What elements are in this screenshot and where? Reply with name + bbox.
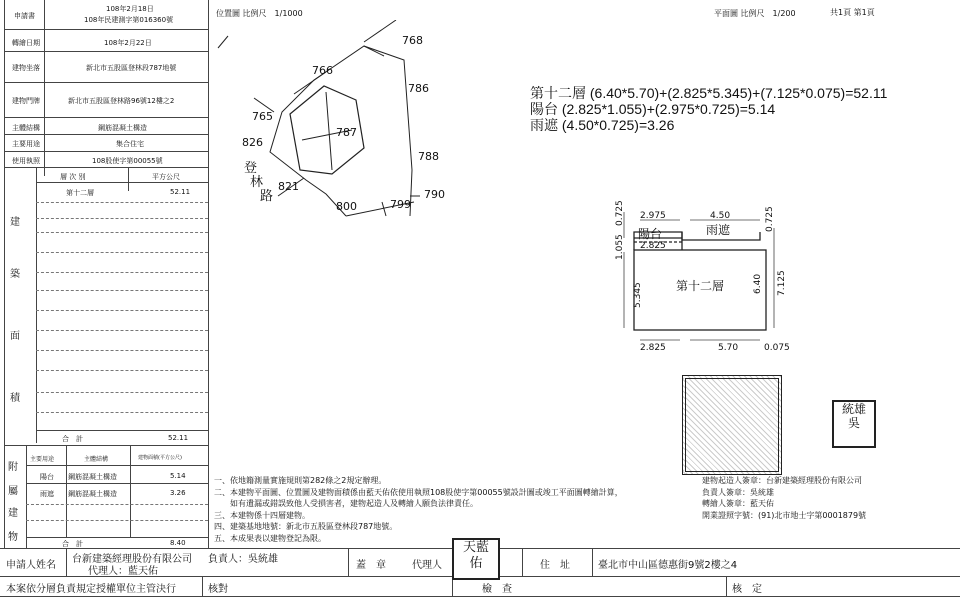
label-column-divider [44,0,45,176]
note-line: 如有遺漏或錯誤致他人受損害者，建物起造人及轉繪人願負法律責任。 [214,499,478,508]
agent-seal-stamp [452,538,500,580]
row-label-address: 建物門牌 [12,97,40,105]
building-address: 新北市五股區登林路96號12樓之2 [68,97,175,105]
attached-side-char: 屬 [8,486,18,497]
road-name-char: 路 [260,189,274,204]
parcel-number: 766 [312,64,333,77]
signer-line: 開業證照字號：(91)北市地士字第0001879號 [702,511,867,520]
parcel-number: 790 [424,188,445,201]
row-label-permit: 使用執照 [12,157,40,165]
seal-char: 吳 [847,416,860,430]
attached-total-value: 8.40 [170,539,186,547]
dim-bottom-a: 2.825 [640,343,666,353]
dim-mid-horizontal: 2.825 [640,241,666,251]
road-name-char: 林 [250,175,264,190]
location-map-scale: 位置圖 比例尺 1/1000 [216,9,303,18]
applicant-owner: 負責人：吳統雄 [208,554,278,565]
area-header-floor: 層 次 別 [60,173,86,181]
note-line: 五、本成果表以建物登記為限。 [214,534,326,543]
attached-row-use: 雨遮 [40,490,54,498]
dim-right-a: 6.40 [753,273,763,294]
agent-label: 代理人 [412,560,442,571]
seal-char: 佑 [469,556,483,571]
seal-label: 蓋 章 [356,560,386,571]
formula-canopy: 雨遮 (4.50*0.725)=3.26 [530,117,675,133]
room-main: 第十二層 [676,279,725,293]
attached-row-area: 5.14 [170,472,186,480]
row-label-structure: 主體結構 [12,124,40,132]
check-label: 檢 查 [482,584,512,595]
dim-bottom-c: 0.075 [764,343,790,353]
application-number: 108年民建測字第016360號 [84,16,174,24]
parcel-number: 765 [252,110,273,123]
side-label-char: 築 [10,269,20,280]
main-use: 集合住宅 [116,140,144,148]
floor-row-name: 第十二層 [66,189,94,197]
seal-char: 天 [462,540,476,555]
note-line: 三、本建物係十四層建物。 [214,511,310,520]
floor-plan-scale: 平面圖 比例尺 1/200 [714,9,796,18]
parcel-number: 799 [390,198,411,211]
formula-main: 第十二層 (6.40*5.70)+(2.825*5.345)+(7.125*0.075)=52.11 [530,85,888,101]
building-location: 新北市五股區登林段787地號 [86,64,177,72]
formula-balcony: 陽台 (2.825*1.055)+(2.975*0.725)=5.14 [530,101,776,117]
row-label-transfer-date: 轉繪日期 [12,39,40,47]
attached-header-use: 主要用途 [30,456,55,463]
dim-bottom-b: 5.70 [718,343,739,353]
page-count: 共1頁 第1頁 [830,8,875,17]
signer-line: 建物起造人簽章：台新建築經理股份有限公司 [702,476,862,485]
attached-row-area: 3.26 [170,489,186,497]
dim-left-top: 0.725 [615,200,625,226]
main-structure: 鋼筋混凝土構造 [98,124,147,132]
attached-side-char: 附 [8,462,18,473]
attached-header-area: 建物面積(平方公尺) [138,455,182,461]
dim-top-left: 2.975 [640,211,666,221]
dim-right-b: 7.125 [777,270,787,296]
note-line: 一、依地籍測量實施規則第282條之2規定辦理。 [214,476,387,485]
attached-side-char: 建 [8,508,18,519]
note-line: 二、本建物平面圖、位置圖及建物面積係由藍天佑依使用執照108股使字第00055號設計圖或竣工平面圖轉繪計算， [214,488,623,497]
transfer-date: 108年2月22日 [104,39,152,47]
attached-row-structure: 鋼筋混凝土構造 [68,490,117,498]
location-map [214,20,464,220]
seal-char: 統 [841,402,854,416]
signer-line: 負責人簽章：吳統雄 [702,488,774,497]
attached-row-use: 陽台 [40,473,54,481]
row-label-location: 建物坐落 [12,64,40,72]
parcel-number: 787 [336,126,357,139]
applicant-label: 申請人姓名 [6,560,56,571]
personal-seal-stamp [832,400,876,448]
parcel-number: 788 [418,150,439,163]
side-label-char: 積 [10,393,20,404]
subtotal-label: 合 計 [62,435,83,443]
seal-char: 雄 [854,402,867,416]
side-label-char: 建 [10,217,20,228]
attached-side-char: 物 [8,532,18,543]
parcel-number: 786 [408,82,429,95]
company-seal-stamp [682,375,782,475]
delegation-note: 本案依分層負責規定授權單位主管決行 [6,584,176,595]
parcel-number: 768 [402,34,423,47]
dim-left-main: 5.345 [633,282,643,308]
address-value: 臺北市中山區德惠街9號2樓之4 [598,560,738,571]
room-balcony: 陽台 [638,227,663,241]
area-header-unit: 平方公尺 [152,173,180,181]
floor-plan [600,198,800,358]
application-date: 108年2月18日 [106,5,154,13]
seal-char: 藍 [476,540,490,555]
parcel-number: 826 [242,136,263,149]
approve-label: 核 定 [732,584,762,595]
row-label-use: 主要用途 [12,140,40,148]
attached-total-label: 合 計 [62,540,83,548]
dim-top-right: 4.50 [710,211,731,221]
dim-left-mid: 1.055 [615,234,625,260]
floor-row-area: 52.11 [170,188,191,196]
signer-line: 轉繪人簽章：藍天佑 [702,499,774,508]
note-line: 四、建築基地地號：新北市五股區登林段787地號。 [214,522,398,531]
road-name-char: 登 [244,161,258,176]
attached-row-structure: 鋼筋混凝土構造 [68,473,117,481]
attached-header-structure: 主體結構 [84,456,109,463]
applicant-agent: 代理人：藍天佑 [88,566,158,577]
room-canopy: 雨遮 [706,223,731,237]
table-right-border [208,0,209,548]
proof-label: 核對 [208,584,228,595]
address-label: 住 址 [540,560,570,571]
dim-right-top: 0.725 [765,206,775,232]
side-label-char: 面 [10,331,20,342]
subtotal-value: 52.11 [168,434,189,442]
parcel-number: 800 [336,200,357,213]
use-permit: 108股使字第00055號 [92,157,163,165]
applicant-name: 台新建築經理股份有限公司 [72,554,192,565]
row-label-application: 申請書 [14,12,35,20]
parcel-number: 821 [278,180,299,193]
